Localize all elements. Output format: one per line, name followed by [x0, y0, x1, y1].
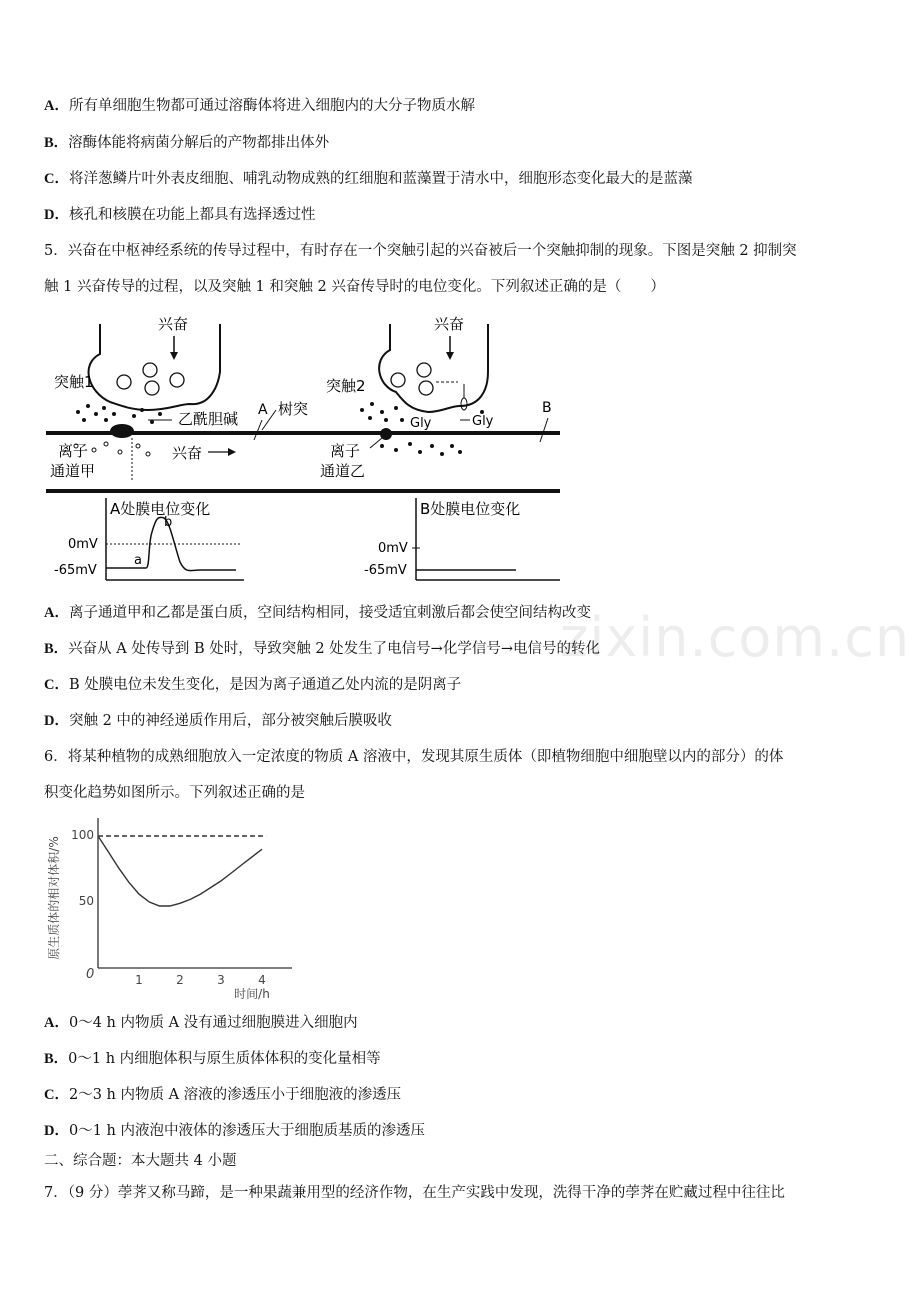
graph-b-65mv: -65mV — [364, 563, 407, 578]
graph-a-title: A处膜电位变化 — [110, 500, 211, 518]
q6-option-b — [44, 1049, 381, 1069]
option-letter: D． — [44, 1123, 69, 1139]
option-text: 所有单细胞生物都可通过溶酶体将进入细胞内的大分子物质水解 — [68, 98, 475, 114]
graph-b-title: B处膜电位变化 — [420, 500, 521, 518]
option-letter: B． — [44, 1051, 69, 1067]
option-text: 0～1 h 内液泡中液体的渗透压大于细胞质基质的渗透压 — [68, 1123, 425, 1139]
option-letter: C． — [44, 1087, 69, 1103]
option-letter: D． — [44, 713, 69, 729]
question-number: 6． — [44, 749, 68, 765]
question-stem: 将某种植物的成熟细胞放入一定浓度的物质 A 溶液中，发现其原生质体（即植物细胞中细胞壁以内的部分）的体 — [67, 749, 784, 765]
q4-option-d — [44, 205, 315, 225]
q6-option-a — [44, 1013, 358, 1033]
x-tick-label: 4 — [258, 973, 266, 987]
channel-jia-label-2: 通道甲 — [50, 462, 96, 480]
channel-yi-label-1: 离子 — [330, 442, 361, 460]
dendrite-label: 树突 — [278, 400, 309, 418]
gly-label-2: Gly — [472, 414, 494, 429]
excite-arrow-label: 兴奋 — [172, 444, 203, 462]
q6-stem-line2 — [44, 783, 305, 803]
q4-option-c — [44, 169, 692, 189]
q5-option-c — [44, 675, 461, 695]
q5-stem-line1 — [44, 241, 797, 261]
graph-a-point-b: b — [164, 515, 173, 530]
protoplast-volume-line — [98, 836, 262, 906]
section-heading: 二、综合题：本大题共 4 小题 — [44, 1153, 237, 1169]
y-tick-label: 100 — [71, 828, 94, 842]
point-b-label: B — [542, 400, 552, 416]
q6-stem-line1 — [44, 747, 783, 767]
option-letter: A． — [44, 98, 69, 114]
q7-stem — [44, 1183, 785, 1203]
q6-option-c — [44, 1085, 401, 1105]
y-axis-label: 原生质体的相对体积/% — [47, 836, 61, 960]
graph-a-0mv: 0mV — [68, 537, 98, 552]
option-text: 突触 2 中的神经递质作用后，部分被突触后膜吸收 — [68, 713, 392, 729]
question-stem: 积变化趋势如图所示。下列叙述正确的是 — [44, 785, 305, 801]
watermark: zixin.com.cn — [560, 606, 911, 669]
x-tick-label: 1 — [135, 973, 143, 987]
q4-option-b — [44, 133, 329, 153]
q5-stem-line2 — [44, 277, 665, 297]
synapse2-label: 突触2 — [326, 377, 366, 395]
option-letter: C． — [44, 677, 69, 693]
option-text: 兴奋从 A 处传导到 B 处时，导致突触 2 处发生了电信号→化学信号→电信号的转化 — [68, 641, 600, 657]
option-text: 0～1 h 内细胞体积与原生质体体积的变化量相等 — [68, 1051, 381, 1067]
channel-yi-label-2: 通道乙 — [320, 462, 366, 480]
question-stem: 兴奋在中枢神经系统的传导过程中，有时存在一个突触引起的兴奋被后一个突触抑制的现象。下图是突触 2 抑制突 — [67, 243, 797, 259]
question-stem: 触 1 兴奋传导的过程，以及突触 1 和突触 2 兴奋传导时的电位变化。下列叙述正确的是（ ） — [44, 279, 665, 295]
option-text: 溶酶体能将病菌分解后的产物都排出体外 — [68, 135, 330, 151]
point-a-label: A — [258, 402, 268, 418]
graph-b-0mv: 0mV — [378, 541, 408, 556]
graph-a-65mv: -65mV — [54, 563, 97, 578]
option-letter: A． — [44, 1015, 69, 1031]
q5-option-a — [44, 603, 591, 623]
protoplast-volume-chart — [40, 812, 310, 1004]
x-tick-label: 2 — [176, 973, 184, 987]
gly-label-1: Gly — [410, 416, 432, 431]
x-tick-label: 3 — [217, 973, 225, 987]
y-tick-label: 50 — [78, 894, 94, 908]
option-letter: A． — [44, 605, 69, 621]
excite-label-left: 兴奋 — [158, 315, 189, 333]
option-letter: D． — [44, 207, 69, 223]
q5-option-d — [44, 711, 392, 731]
q4-option-a — [44, 96, 475, 116]
option-text: 核孔和核膜在功能上都具有选择透过性 — [68, 207, 316, 223]
option-text: B 处膜电位未发生变化，是因为离子通道乙处内流的是阴离子 — [68, 677, 462, 693]
option-letter: C． — [44, 171, 69, 187]
question-number: 5． — [44, 243, 68, 259]
x-tick-label: 0 — [86, 967, 95, 982]
excite-label-right: 兴奋 — [434, 315, 465, 333]
question-number: 7． — [44, 1185, 68, 1201]
option-letter: B． — [44, 641, 69, 657]
option-text: 2～3 h 内物质 A 溶液的渗透压小于细胞液的渗透压 — [68, 1087, 402, 1103]
option-text: 0～4 h 内物质 A 没有通过细胞膜进入细胞内 — [68, 1015, 358, 1031]
question-stem: （9 分）荸荠又称马蹄，是一种果蔬兼用型的经济作物，在生产实践中发现，洗得干净的荸荠在贮藏过程中往往比 — [67, 1185, 785, 1201]
synapse-diagram — [40, 306, 570, 588]
option-letter: B． — [44, 135, 69, 151]
option-text: 离子通道甲和乙都是蛋白质，空间结构相同，接受适宜刺激后都会使空间结构改变 — [68, 605, 591, 621]
q6-option-d — [44, 1121, 425, 1141]
q5-option-b — [44, 639, 600, 659]
x-axis-label: 时间/h — [234, 987, 270, 1001]
option-text: 将洋葱鳞片叶外表皮细胞、哺乳动物成熟的红细胞和蓝藻置于清水中，细胞形态变化最大的是蓝藻 — [68, 171, 693, 187]
graph-a-point-a: a — [134, 553, 142, 568]
synapse1-label: 突触1 — [54, 373, 94, 391]
channel-jia-label-1: 离子 — [58, 442, 89, 460]
acetylcholine-label: 乙酰胆碱 — [178, 410, 239, 428]
